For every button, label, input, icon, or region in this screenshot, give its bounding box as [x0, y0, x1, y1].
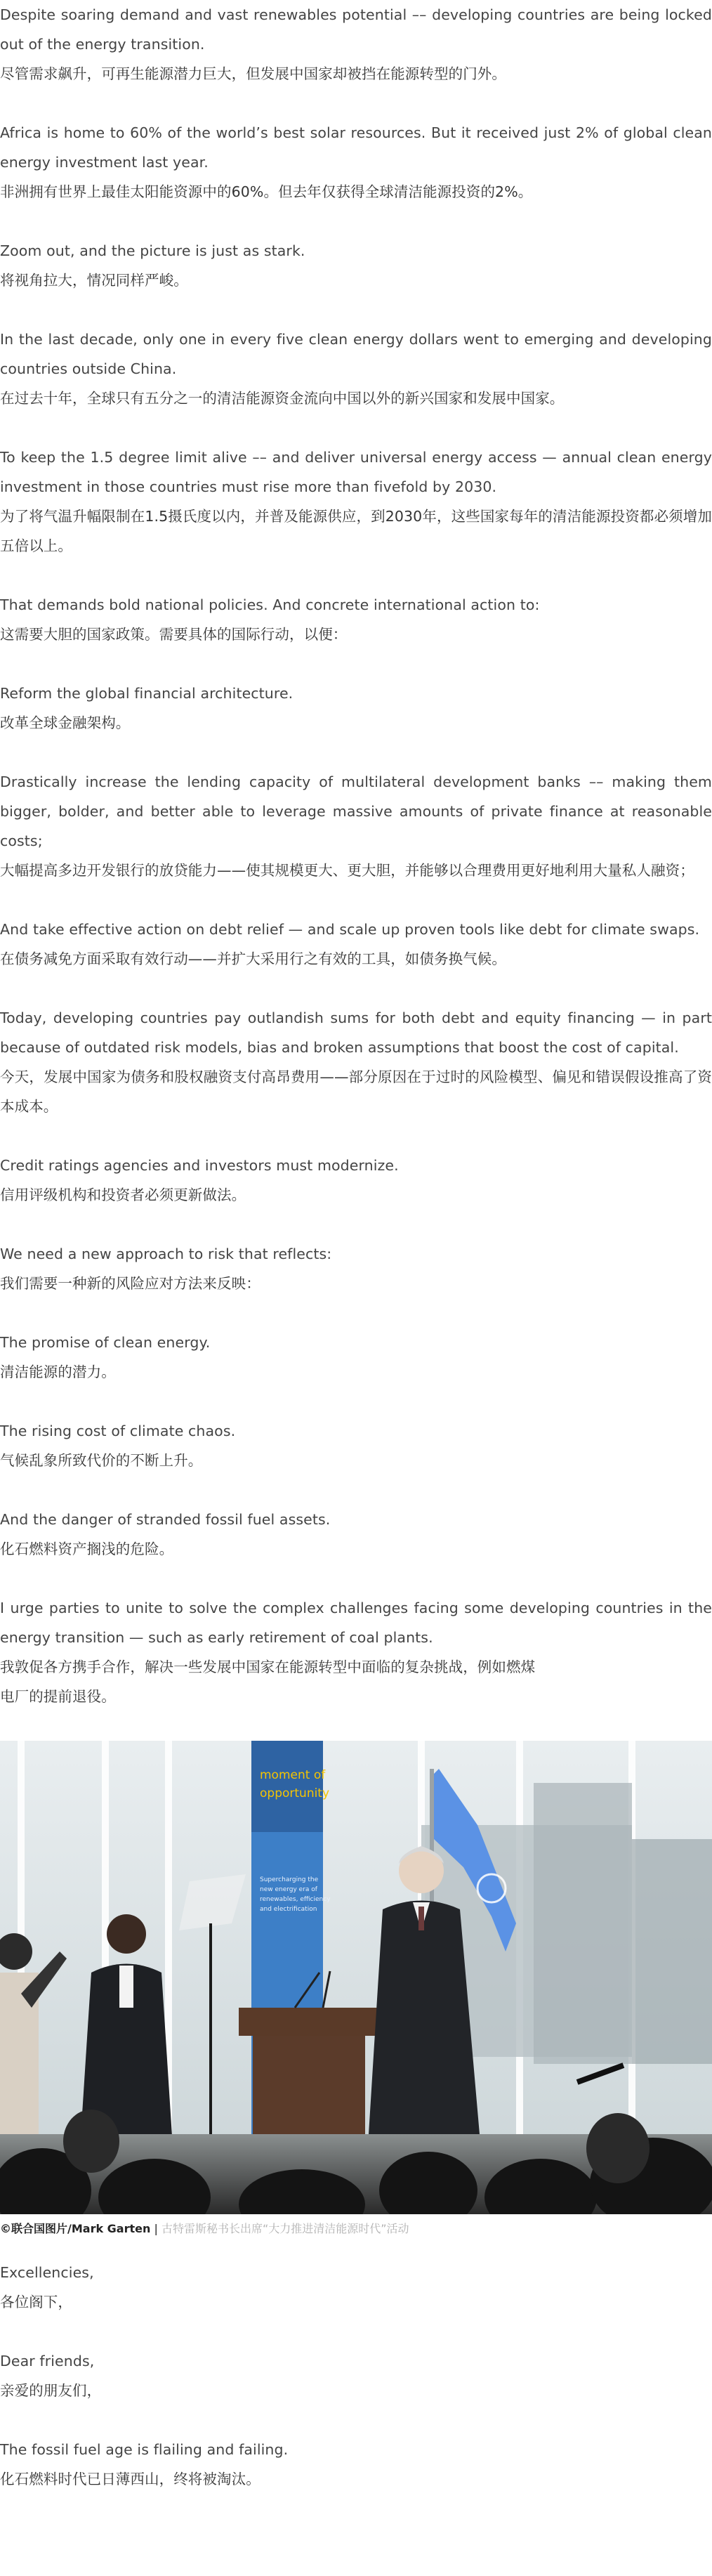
paragraph-chinese: 化石燃料时代已日薄西山，终将被淘汰。 — [0, 2471, 261, 2487]
paragraph-english: That demands bold national policies. And concrete international action to: — [0, 596, 540, 613]
paragraph-chinese: 我敦促各方携手合作，解决一些发展中国家在能源转型中面临的复杂挑战，例如燃煤 电厂的提前退役。 — [0, 1659, 536, 1705]
paragraph-english: And the danger of stranded fossil fuel assets. — [0, 1511, 331, 1528]
paragraph-english: Credit ratings agencies and investors must modernize. — [0, 1157, 399, 1174]
paragraph-english: Zoom out, and the picture is just as stark. — [0, 242, 305, 259]
banner-line-2: opportunity — [260, 1786, 330, 1800]
banner-small-1: Supercharging the — [260, 1876, 319, 1883]
caption-separator: | — [150, 2222, 161, 2235]
paragraph-english: We need a new approach to risk that reflects: — [0, 1245, 332, 1262]
paragraph — [0, 2435, 712, 2494]
paragraph-chinese: 今天，发展中国家为债务和股权融资支付高昂费用——部分原因在于过时的风险模型、偏见和错误假设推高了资本成本。 — [0, 1068, 712, 1115]
paragraph — [0, 767, 712, 885]
paragraph-chinese: 将视角拉大，情况同样严峻。 — [0, 272, 188, 289]
paragraph-chinese: 改革全球金融架构。 — [0, 714, 131, 731]
paragraph-chinese: 各位阁下， — [0, 2294, 72, 2310]
banner-small-4: and electrification — [260, 1906, 317, 1913]
paragraph-english: I urge parties to unite to solve the complex challenges facing some developing countries in the energy transition — such as early retirement of coal plants. — [0, 1600, 712, 1646]
paragraph — [0, 325, 712, 413]
paragraph-english: Dear friends, — [0, 2353, 95, 2369]
paragraph-chinese: 在债务减免方面采取有效行动——并扩大采用行之有效的工具，如债务换气候。 — [0, 950, 506, 967]
banner-small-3: renewables, efficiency — [260, 1896, 331, 1903]
paragraph — [0, 1593, 712, 1711]
paragraph — [0, 0, 712, 89]
paragraph-english: Excellencies, — [0, 2264, 94, 2281]
paragraph-english: Africa is home to 60% of the world’s best solar resources. But it received just 2% of global clean energy investment last year. — [0, 124, 712, 171]
paragraph — [0, 236, 712, 295]
paragraph-chinese: 在过去十年，全球只有五分之一的清洁能源资金流向中国以外的新兴国家和发展中国家。 — [0, 390, 565, 407]
paragraph-chinese: 信用评级机构和投资者必须更新做法。 — [0, 1186, 246, 1203]
caption-text: 古特雷斯秘书长出席“大力推进清洁能源时代”活动 — [161, 2222, 409, 2235]
paragraph — [0, 2346, 712, 2405]
paragraph-english: Drastically increase the lending capacity of multilateral development banks –– making them bigger, bolder, and better able to leverage massive amounts of private finance at reasonable costs; — [0, 773, 712, 849]
paragraph-chinese: 大幅提高多边开发银行的放贷能力——使其规模更大、更大胆，并能够以合理费用更好地利用大量私人融资； — [0, 862, 694, 879]
paragraph-chinese: 非洲拥有世界上最佳太阳能资源中的60%。但去年仅获得全球清洁能源投资的2%。 — [0, 183, 533, 200]
paragraph — [0, 1328, 712, 1387]
banner-small-2: new energy era of — [260, 1886, 317, 1893]
paragraph-chinese: 清洁能源的潜力。 — [0, 1364, 116, 1380]
paragraph — [0, 443, 712, 561]
paragraph-chinese: 尽管需求飙升，可再生能源潜力巨大，但发展中国家却被挡在能源转型的门外。 — [0, 65, 506, 82]
photo-caption — [0, 2214, 712, 2244]
paragraphs-bottom — [0, 2244, 712, 2494]
paragraph — [0, 1505, 712, 1564]
paragraph-chinese: 这需要大胆的国家政策。需要具体的国际行动，以便： — [0, 626, 348, 643]
paragraph — [0, 1003, 712, 1121]
paragraph — [0, 1416, 712, 1475]
photo-credit: ©联合国图片/Mark Garten — [0, 2222, 151, 2235]
paragraph-english: In the last decade, only one in every five clean energy dollars went to emerging and developing countries outside China. — [0, 331, 712, 377]
paragraph — [0, 1151, 712, 1210]
paragraph-english: The fossil fuel age is flailing and failing. — [0, 2441, 289, 2458]
paragraph-english: Despite soaring demand and vast renewables potential –– developing countries are being locked out of the energy transition. — [0, 6, 712, 53]
paragraph-chinese: 气候乱象所致代价的不断上升。 — [0, 1452, 203, 1469]
paragraph — [0, 590, 712, 649]
paragraph-chinese: 为了将气温升幅限制在1.5摄氏度以内，并普及能源供应，到2030年，这些国家每年的清洁能源投资都必须增加五倍以上。 — [0, 508, 712, 554]
event-photo — [0, 1741, 712, 2214]
paragraph-english: Today, developing countries pay outlandish sums for both debt and equity financing — in part because of outdated risk models, bias and broken assumptions that boost the cost of capital. — [0, 1009, 712, 1056]
paragraph — [0, 1239, 712, 1298]
photo-block — [0, 1741, 712, 2244]
paragraph-english: Reform the global financial architecture. — [0, 685, 294, 702]
paragraph — [0, 915, 712, 974]
paragraph-chinese: 亲爱的朋友们， — [0, 2382, 102, 2399]
paragraph-english: The promise of clean energy. — [0, 1334, 211, 1351]
paragraph — [0, 2258, 712, 2317]
paragraph-english: To keep the 1.5 degree limit alive –– and deliver universal energy access — annual clean energy investment in those countries must rise more than fivefold by 2030. — [0, 449, 712, 495]
paragraph-chinese: 我们需要一种新的风险应对方法来反映： — [0, 1275, 261, 1292]
banner-line-1: moment of — [260, 1768, 326, 1782]
paragraph-chinese: 化石燃料资产搁浅的危险。 — [0, 1541, 174, 1557]
paragraph — [0, 679, 712, 738]
event-photo-illustration — [0, 1741, 712, 2214]
paragraph-english: The rising cost of climate chaos. — [0, 1423, 236, 1439]
paragraph-english: And take effective action on debt relief — and scale up proven tools like debt for climate swaps. — [0, 921, 700, 938]
paragraph — [0, 118, 712, 207]
